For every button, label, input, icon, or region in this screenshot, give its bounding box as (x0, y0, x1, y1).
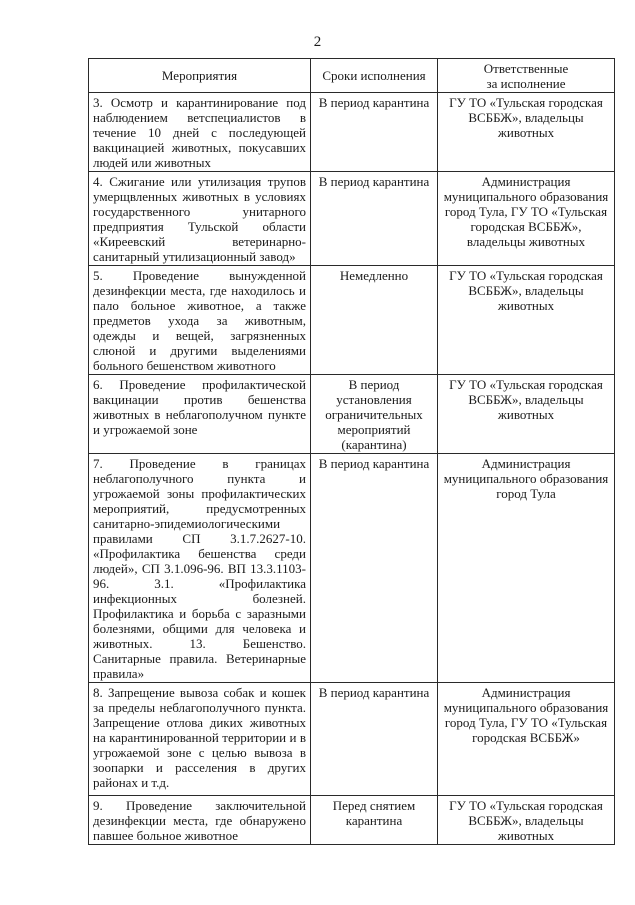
row-5-activity: 5. Проведение вынужденной дезинфекции места, где находилось и пало больное животное, а также предметов ухода за животным, одежды и вещей, загрязненных слюной и другими выделениями больного бешенством животного (89, 266, 311, 375)
row-8-responsible: Администрация муниципального образования город Тула, ГУ ТО «Тульская городская ВСББЖ» (438, 683, 615, 796)
row-4-deadline: В период карантина (311, 172, 438, 266)
table-row (89, 454, 615, 683)
table-row (89, 172, 615, 266)
header-responsible-line1: Ответственные (483, 60, 569, 76)
row-7-activity: 7. Проведение в границах неблагополучного пункта и угрожаемой зоны профилактических мероприятий, предусмотренных санитарно-эпидемиологическими правилами СП 3.1.7.2627-10. «Профилактика бешенства среди людей», СП 3.1.096-96. ВП 13.3.1103-96. 3.1. «Профилактика инфекционных болезней. Профилактика и борьба с заразными болезнями, общими для человека и животных. 13. Бешенство. Санитарные правила. Ветеринарные правила» (89, 454, 311, 683)
row-4-responsible: Администрация муниципального образования город Тула, ГУ ТО «Тульская городская ВСББЖ», владельцы животных (438, 172, 615, 266)
row-6-responsible: ГУ ТО «Тульская городская ВСББЖ», владельцы животных (438, 375, 615, 454)
row-3-responsible: ГУ ТО «Тульская городская ВСББЖ», владельцы животных (438, 93, 615, 172)
header-responsible-line2: за исполнение (486, 75, 566, 91)
measures-table (88, 58, 615, 845)
table-header-row (89, 59, 615, 93)
table-row (89, 796, 615, 845)
row-8-deadline: В период карантина (311, 683, 438, 796)
header-deadline: Сроки исполнения (311, 59, 438, 93)
table-row (89, 375, 615, 454)
row-8-activity: 8. Запрещение вывоза собак и кошек за пределы неблагополучного пункта. Запрещение отлова диких животных на карантинированной территории и в угрожаемой зоне с целью вывоза в зоопарки и расселения в других районах и т.д. (89, 683, 311, 796)
row-4-activity: 4. Сжигание или утилизация трупов умерщвленных животных в условиях государственного унитарного предприятия Тульской области «Киреевский ветеринарно-санитарный утилизационный завод» (89, 172, 311, 266)
row-6-deadline: В период установления ограничительных мероприятий (карантина) (311, 375, 438, 454)
row-5-deadline: Немедленно (311, 266, 438, 375)
row-3-deadline: В период карантина (311, 93, 438, 172)
table-row (89, 683, 615, 796)
row-6-activity: 6. Проведение профилактической вакцинации против бешенства животных в неблагополучном пункте и угрожаемой зоне (89, 375, 311, 454)
row-7-responsible: Администрация муниципального образования город Тула (438, 454, 615, 683)
row-9-deadline: Перед снятием карантина (311, 796, 438, 845)
header-activity: Мероприятия (89, 59, 311, 93)
row-7-deadline: В период карантина (311, 454, 438, 683)
row-5-responsible: ГУ ТО «Тульская городская ВСББЖ», владельцы животных (438, 266, 615, 375)
table-row (89, 266, 615, 375)
row-9-responsible: ГУ ТО «Тульская городская ВСББЖ», владельцы животных (438, 796, 615, 845)
header-responsible (438, 59, 615, 93)
table-row (89, 93, 615, 172)
page-number: 2 (313, 34, 322, 50)
row-9-activity: 9. Проведение заключительной дезинфекции места, где обнаружено павшее больное животное (89, 796, 311, 845)
row-3-activity: 3. Осмотр и карантинирование под наблюдением ветспециалистов в течение 10 дней с последующей вакцинацией животных, покусавших людей или животных (89, 93, 311, 172)
